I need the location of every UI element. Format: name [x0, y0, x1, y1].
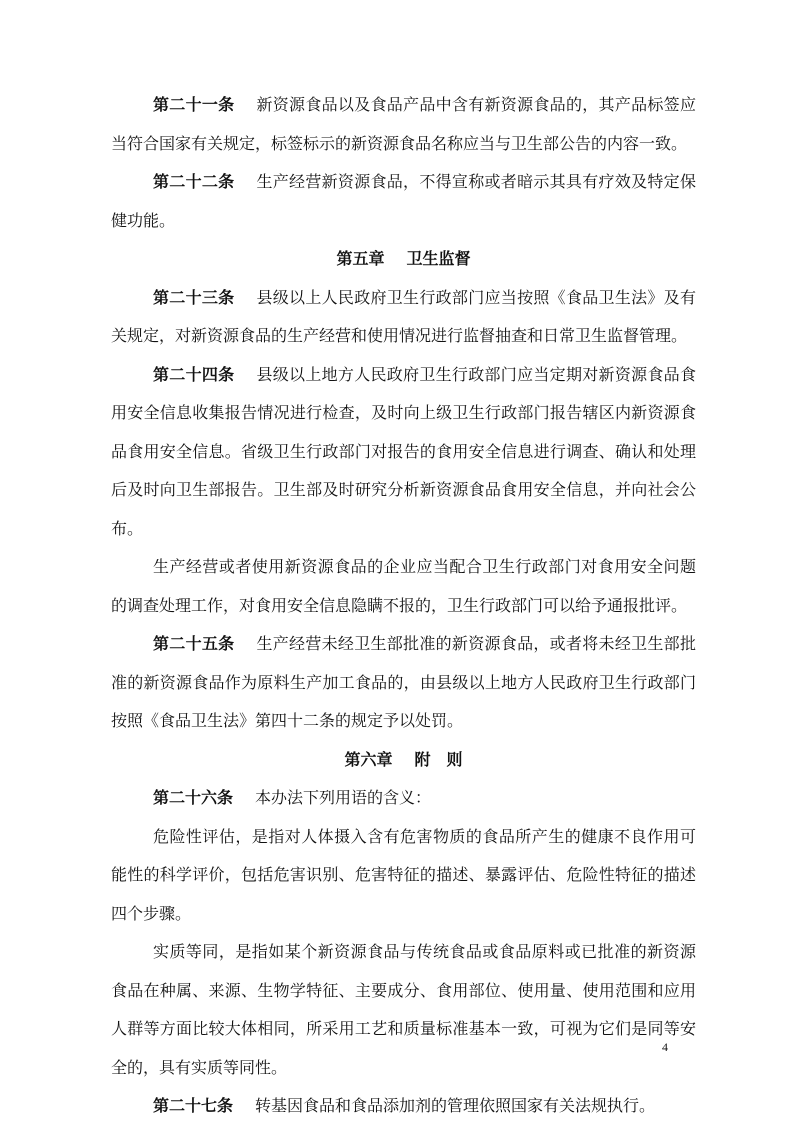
- chapter-6-heading: [111, 741, 696, 780]
- article-23: [111, 279, 696, 356]
- paragraph-text: 生产经营或者使用新资源食品的企业应当配合卫生行政部门对食用安全问题的调查处理工作，对食用安全信息隐瞒不报的，卫生行政部门可以给予通报批评。: [111, 557, 696, 615]
- article-27: [111, 1087, 696, 1126]
- article-24-paragraph-2: [111, 548, 696, 625]
- article-label: 第二十二条: [153, 172, 235, 191]
- article-25: [111, 625, 696, 741]
- article-text: 本办法下列用语的含义：: [255, 788, 432, 807]
- article-text: 生产经营新资源食品，不得宣称或者暗示其具有疗效及特定保健功能。: [111, 172, 696, 230]
- document-page: [111, 86, 696, 1126]
- article-24: [111, 356, 696, 549]
- article-label: 第二十四条: [153, 364, 235, 384]
- chapter-title: 附 则: [414, 749, 463, 769]
- article-label: 第二十五条: [153, 634, 235, 653]
- chapter-number: 第六章: [344, 749, 393, 769]
- article-text: 县级以上地方人民政府卫生行政部门应当定期对新资源食品食用安全信息收集报告情况进行检查，及时向上级卫生行政部门报告辖区内新资源食品食用安全信息。省级卫生行政部门对报告的食用安全信息进行调查、确认和处理后及时向卫生部报告。卫生部及时研究分析新资源食品食用安全信息，并向社会公布。: [111, 364, 696, 538]
- article-label: 第二十三条: [153, 287, 235, 307]
- article-26: [111, 779, 696, 818]
- chapter-number: 第五章: [336, 249, 385, 268]
- article-22: [111, 163, 696, 240]
- paragraph-text: 实质等同，是指如某个新资源食品与传统食品或食品原料或已批准的新资源食品在种属、来源、生物学特征、主要成分、食用部位、使用量、使用范围和应用人群等方面比较大体相同，所采用工艺和质量标准基本一致，可视为它们是同等安全的，具有实质等同性。: [111, 942, 696, 1077]
- article-text: 转基因食品和食品添加剂的管理依照国家有关法规执行。: [255, 1096, 656, 1115]
- article-text: 新资源食品以及食品产品中含有新资源食品的，其产品标签应当符合国家有关规定，标签标示的新资源食品名称应当与卫生部公告的内容一致。: [111, 95, 696, 153]
- article-label: 第二十七条: [153, 1096, 234, 1115]
- article-label: 第二十六条: [153, 788, 234, 807]
- article-21: [111, 86, 696, 163]
- chapter-title: 卫生监督: [406, 249, 471, 268]
- chapter-5-heading: [111, 240, 696, 279]
- definition-risk-assessment: [111, 818, 696, 934]
- page-number: 4: [662, 1040, 668, 1054]
- article-text: 县级以上人民政府卫生行政部门应当按照《食品卫生法》及有关规定，对新资源食品的生产经营和使用情况进行监督抽查和日常卫生监督管理。: [111, 287, 696, 345]
- definition-substantial-equivalence: [111, 933, 696, 1087]
- paragraph-text: 危险性评估，是指对人体摄入含有危害物质的食品所产生的健康不良作用可能性的科学评价，包括危害识别、危害特征的描述、暴露评估、危险性特征的描述四个步骤。: [111, 826, 696, 923]
- article-label: 第二十一条: [153, 95, 235, 114]
- article-text: 生产经营未经卫生部批准的新资源食品，或者将未经卫生部批准的新资源食品作为原料生产加工食品的，由县级以上地方人民政府卫生行政部门按照《食品卫生法》第四十二条的规定予以处罚。: [111, 634, 696, 730]
